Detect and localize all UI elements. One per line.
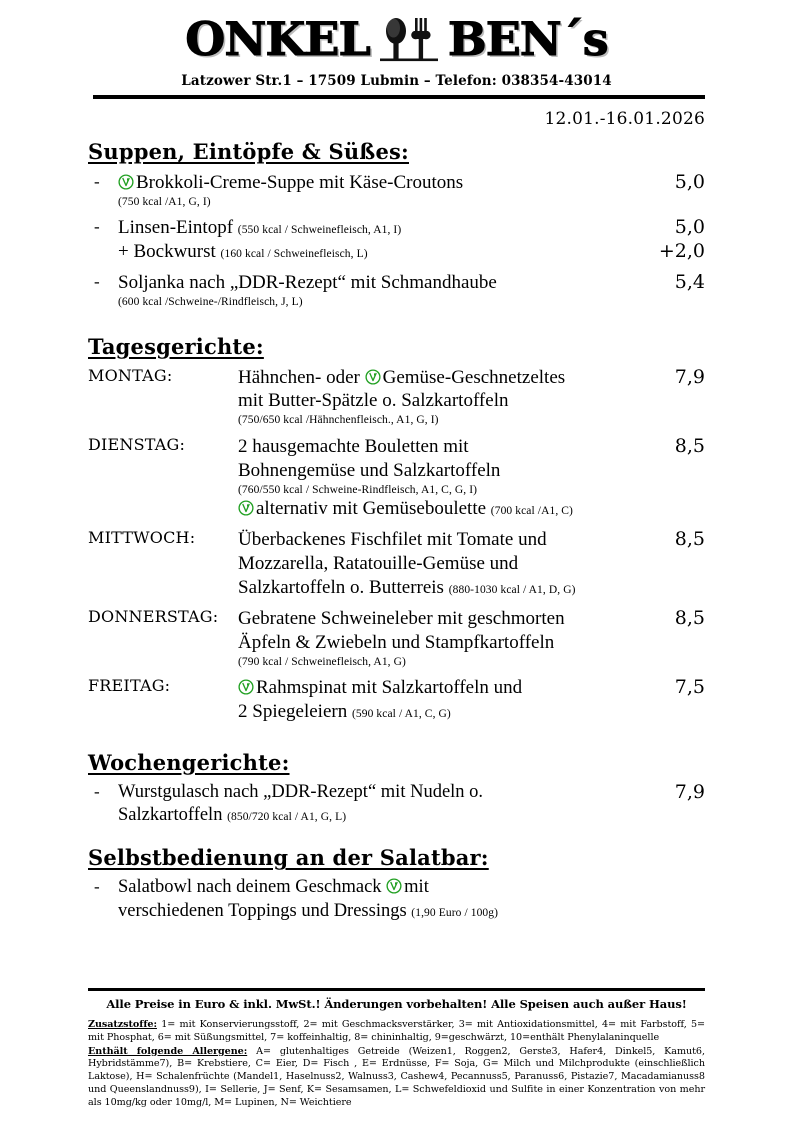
menu-item-row [88,271,705,309]
kcal-allergens: (550 kcal / Schweinefleisch, A1, I) [237,224,402,237]
dish-text: Salatbowl nach deinem Geschmack [118,877,387,898]
additives-paragraph [88,1019,705,1045]
bullet: - [94,172,100,191]
dish-name: Brokkoli-Creme-Suppe mit Käse-Croutons [136,172,464,193]
vegetarian-icon [386,878,402,894]
menu-item-body [238,366,643,428]
price-group [643,216,705,264]
header-divider [93,95,705,99]
footer-note: Alle Preise in Euro & inkl. MwSt.! Änderungen vorbehalten! Alle Speisen auch außer Haus! [106,997,687,1011]
dish-text: Salzkartoffeln o. Butterreis [238,576,444,598]
kcal-allergens: (790 kcal / Schweinefleisch, A1, G) [238,655,406,668]
dish-line: Äpfeln & Zwiebeln und Stampfkartoffeln [238,631,555,653]
dish-line: Mozzarella, Ratatouille-Gemüse und [238,552,519,574]
masthead [0,0,793,99]
dish-addon-line [118,240,643,264]
dish-text: verschiedenen Toppings und Dressings [118,900,407,921]
dish-line [118,900,643,923]
dish-name: Soljanka nach „DDR-Rezept“ mit Schmandhaube [118,272,497,294]
vegetarian-icon [238,679,254,695]
price: 8,5 [674,434,705,457]
dish-line [238,700,643,724]
menu-item-body [118,171,643,209]
section-title-saladbar: Selbstbedienung an der Salatbar: [88,845,489,871]
dish-line: Gebratene Schweineleber mit geschmorten [238,607,565,629]
daily-item-row-montag [88,366,705,428]
alternative-text: alternativ mit Gemüseboulette [256,498,487,519]
dish-name: Linsen-Eintopf [118,217,234,239]
dish-text: Salzkartoffeln [118,805,223,826]
fine-print [88,1019,705,1109]
vegetarian-icon [118,174,134,190]
vegetarian-icon [365,369,381,385]
day-label: DIENSTAG: [88,434,186,454]
addon-name: + Bockwurst [118,241,216,263]
kcal-allergens: (750 kcal /A1, G, I) [118,195,211,208]
dish-name-line [118,216,643,240]
section-title-weekly: Wochengerichte: [88,749,290,775]
day-label: MONTAG: [88,365,173,385]
footer-divider [88,988,705,991]
restaurant-logo [0,10,793,68]
dish-line [238,676,643,700]
dish-line: Überbackenes Fischfilet mit Tomate und [238,528,547,550]
kcal-allergens: (590 kcal / A1, C, G) [351,707,451,720]
kcal-allergens: (750/650 kcal /Hähnchenfleisch., A1, G, I) [238,414,439,427]
price-per-unit: (1,90 Euro / 100g) [411,906,499,919]
daily-item-row-mittwoch [88,528,705,600]
menu-item-body [238,676,643,724]
menu-item-body [118,781,643,828]
saladbar-item-row [88,876,705,923]
dish-text: Rahmspinat mit Salzkartoffeln und [256,677,523,698]
price: 7,9 [674,365,705,388]
price: 5,0 [674,171,705,193]
weekly-item-row [88,781,705,828]
bullet: - [94,877,100,897]
day-label: MITTWOCH: [88,527,196,547]
kcal-allergens: (760/550 kcal / Schweine-Rindfleisch, A1, C, G, I) [238,483,478,496]
daily-item-row-freitag [88,676,705,724]
addon-kcal-allergens: (160 kcal / Schweinefleisch, L) [220,248,368,261]
vegetarian-icon [238,500,254,516]
addon-price: +2,0 [658,240,705,263]
price: 7,5 [674,676,705,698]
dish-line [238,576,643,600]
dish-alternative-line [238,497,643,521]
menu-item-row [88,171,705,209]
dish-name-line [118,171,643,195]
dish-line [118,804,643,827]
spoon-fork-icon [380,14,438,64]
allergens-paragraph [88,1046,705,1110]
price: 5,4 [674,271,705,294]
price: 5,0 [674,216,705,239]
menu-content [88,139,705,923]
kcal-allergens: (850/720 kcal / A1, G, L) [227,811,347,824]
section-title-daily: Tagesgerichte: [88,333,264,359]
kcal-allergens: (600 kcal /Schweine-/Rindfleisch, J, L) [118,296,303,309]
daily-item-row-donnerstag [88,607,705,669]
footer [88,988,705,1109]
menu-item-body [238,607,643,669]
dish-line [238,366,643,390]
menu-item-row [88,216,705,264]
additives-text: 1= mit Konservierungsstoff, 2= mit Geschmacksverstärker, 3= mit Antioxidationsmittel, 4= mit Farbstoff, 5= mit Phosphat, 6= mit Süßungsmittel, 7= koffeinhaltig, 8= chininhaltig, 9=geschwärzt, 10=enthält Phenylalaninquelle [88,1019,705,1043]
day-label: DONNERSTAG: [88,606,219,626]
dish-text-cont: Gemüse-Geschnetzeltes [382,366,566,388]
logo-word-left: ONKEL [185,12,370,66]
menu-item-body [238,528,643,600]
price: 8,5 [674,606,705,629]
bullet: - [94,781,100,801]
logo-word-right: BEN´s [447,12,608,66]
dish-line: Bohnengemüse und Salzkartoffeln [238,459,501,481]
price: 8,5 [674,527,705,550]
alternative-kcal: (700 kcal /A1, C) [490,505,573,517]
dish-line [118,876,643,899]
dish-name-line [118,271,643,295]
price: 7,9 [674,780,705,803]
dish-line: 2 hausgemachte Bouletten mit [238,435,469,457]
dish-line: Wurstgulasch nach „DDR-Rezept“ mit Nudeln o. [118,781,484,802]
allergens-text: A= glutenhaltiges Getreide (Weizen1, Roggen2, Gerste3, Hafer4, Dinkel5, Kamut6, Hybridstämme7), B= Krebstiere, C= Eier, D= Fisch , E= Erdnüsse, F= Soja, G= Milch und Milchprodukte (einschließlich Laktose), H= Schalenfrüchte (Mandel1, Haselnuss2, Walnuss3, Cashew4, Pecannuss5, Paranuss6, Pistazie7, Macadamianuss8 und Queenslandnuss9), I= Sellerie, J= Senf, K= Sesamsamen, L= Schwefeldioxid und Sulfite in einer Konzentration von mehr als 10mg/kg oder 10mg/l, M= Lupinen, N= Weichtiere [88,1045,705,1108]
additives-label: Zusatzstoffe: [88,1019,157,1030]
restaurant-address: Latzower Str.1 – 17509 Lubmin – Telefon: 038354-43014 [181,73,612,89]
dish-line: mit Butter-Spätzle o. Salzkartoffeln [238,390,509,412]
menu-item-body [238,435,643,521]
menu-item-body [118,876,643,923]
daily-item-row-dienstag [88,435,705,521]
bullet: - [94,272,100,292]
section-title-soups: Suppen, Eintöpfe & Süßes: [88,139,409,164]
dish-text: 2 Spiegeleiern [238,700,348,722]
allergens-label: Enthält folgende Allergene: [88,1045,248,1057]
kcal-allergens: (880-1030 kcal / A1, D, G) [448,583,576,596]
dish-text-cont: mit [404,877,429,898]
day-label: FREITAG: [88,676,171,695]
bullet: - [94,217,100,237]
date-range: 12.01.-16.01.2026 [544,109,705,129]
menu-item-body [118,216,643,264]
dish-text: Hähnchen- oder [238,366,365,388]
menu-item-body [118,271,643,309]
